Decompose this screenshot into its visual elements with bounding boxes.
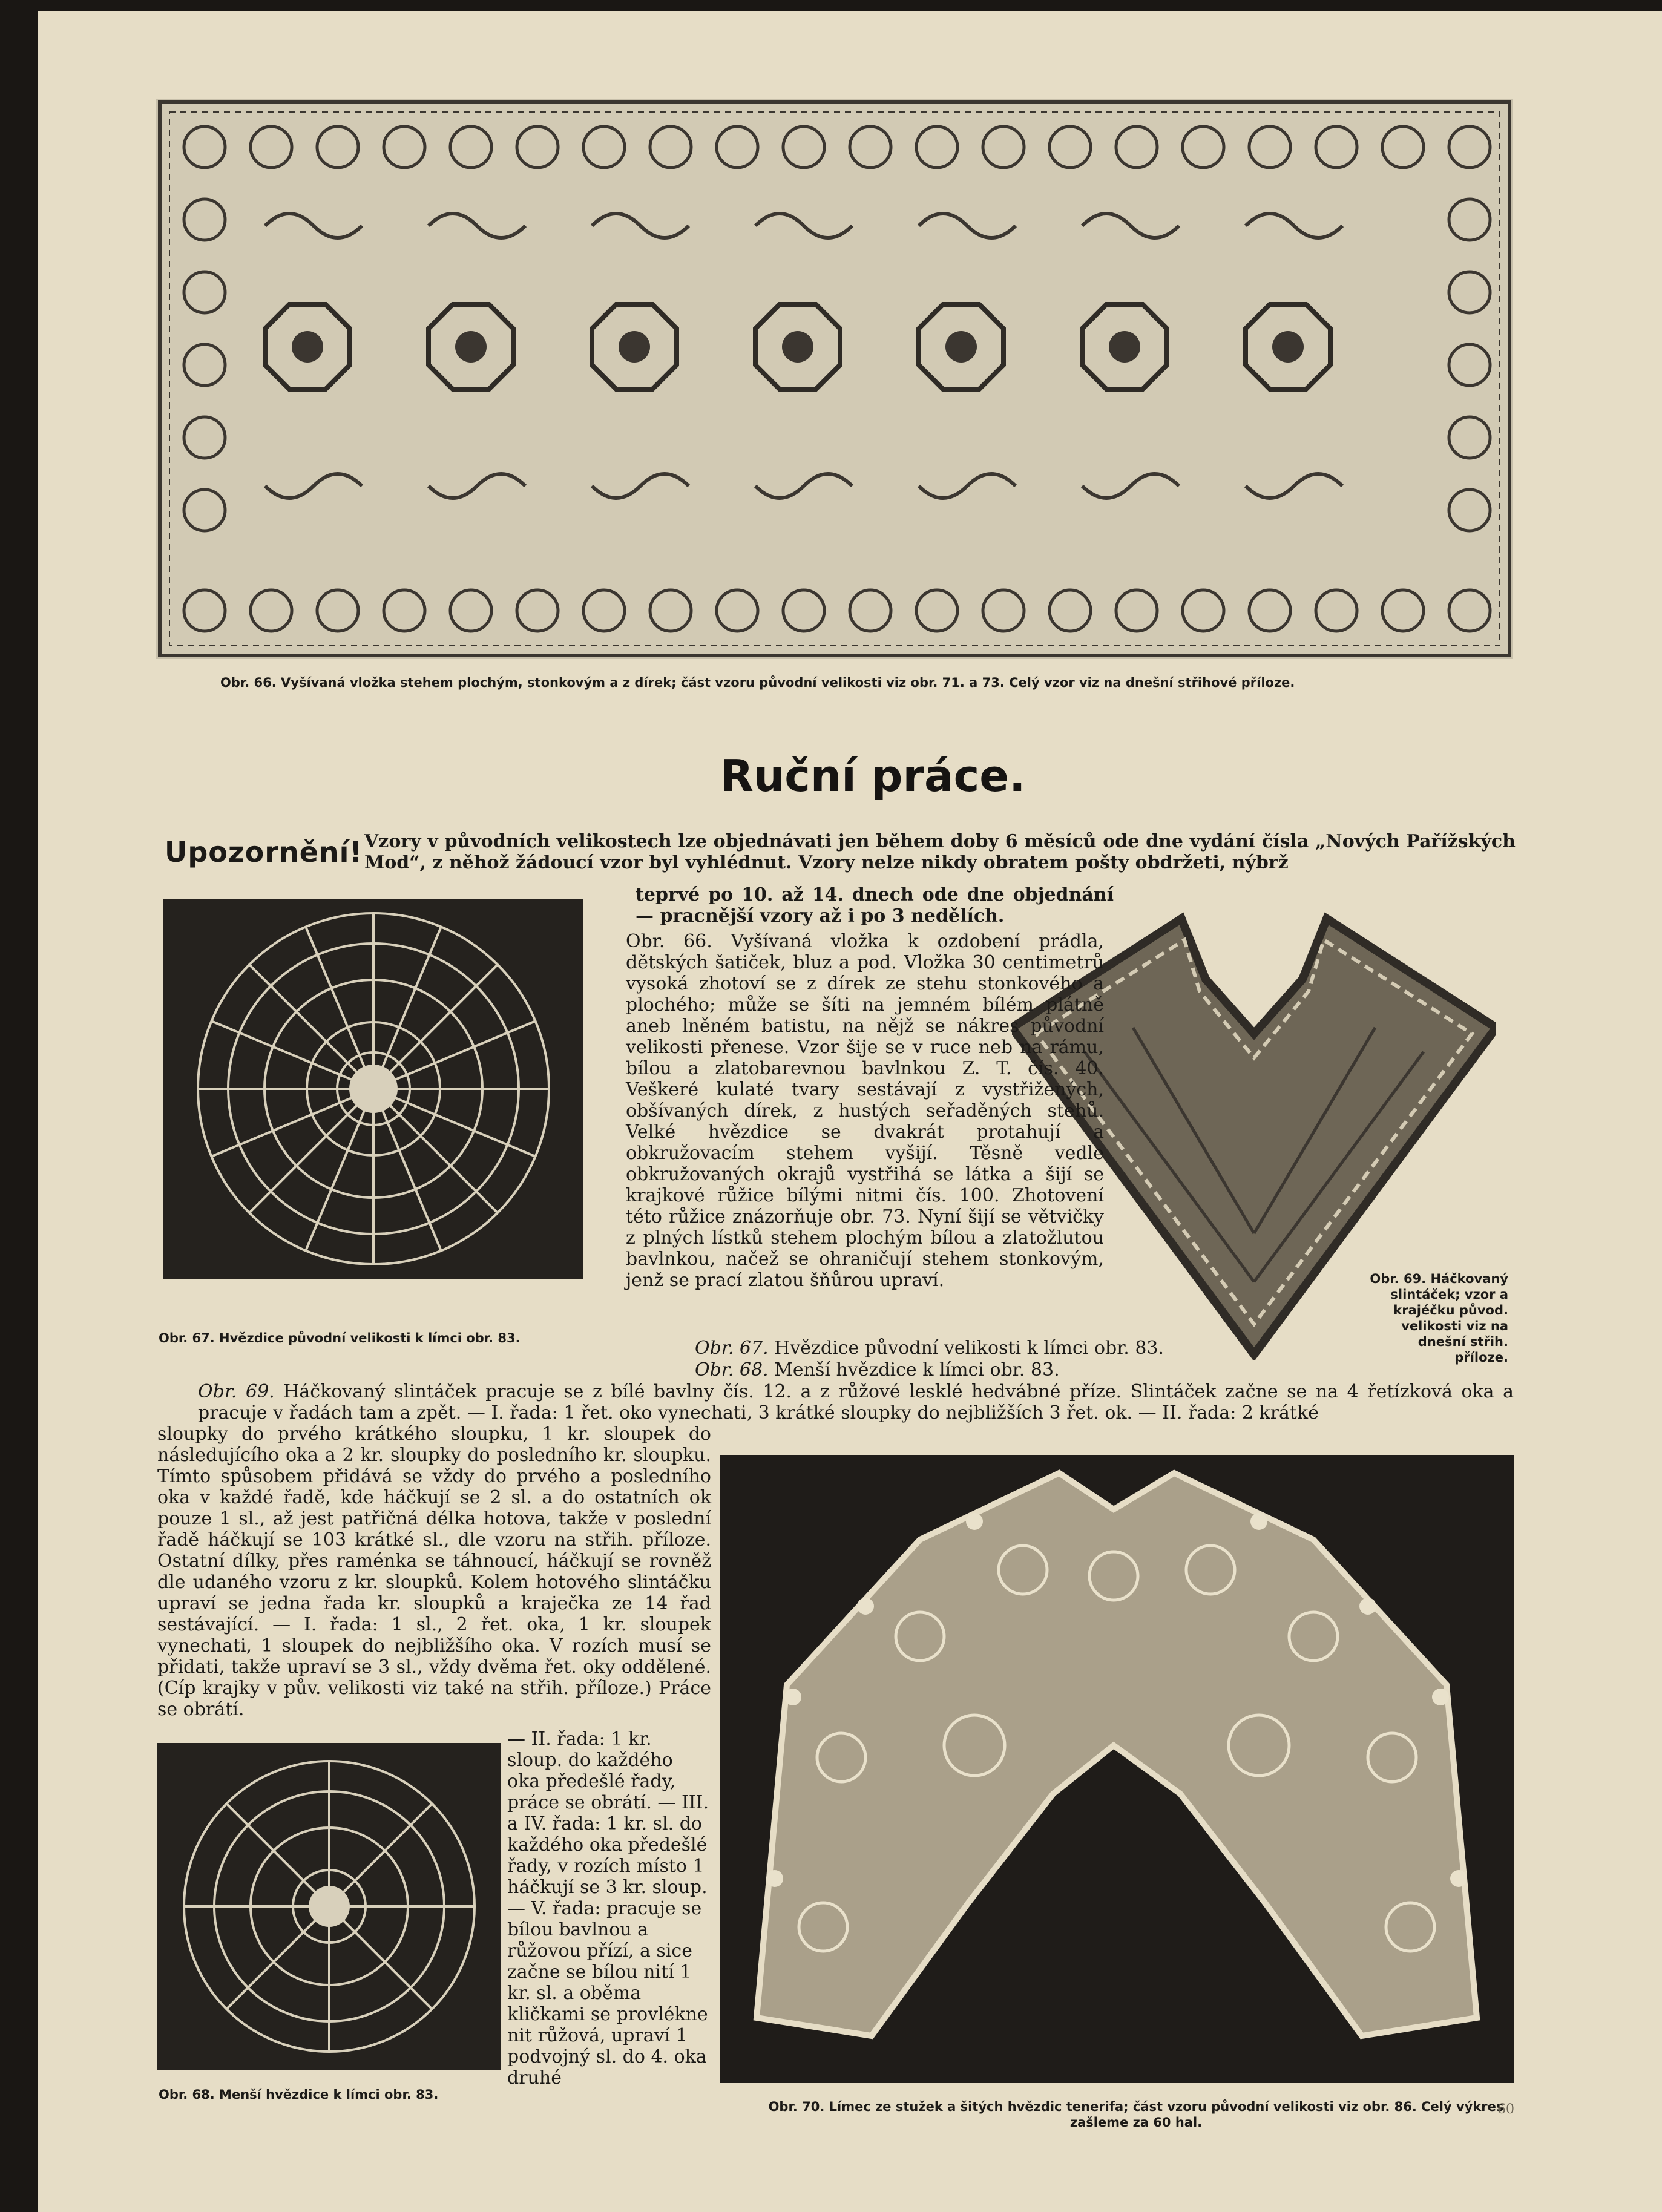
page-title: Ruční práce. — [720, 750, 1026, 801]
article-text-fig69 — [198, 1381, 1514, 1423]
ref-label-67: Obr. 67. — [695, 1337, 769, 1359]
figure-68-caption: Obr. 68. Menší hvězdice k límci obr. 83. — [159, 2087, 439, 2102]
figure-67-star — [163, 899, 583, 1279]
magazine-page — [38, 11, 1662, 2212]
figure-68-star — [157, 1743, 501, 2070]
article-text-fig69-cont: sloupky do prvého krátkého sloupku, 1 kr. sloupek do následujícího oka a 2 kr. sloupky do posledního kr. sloupku. Tímto spůsobem přidává se vždy do prvého a posledního oka v každé řadě, kde háčkují se 2 sl. a do ostatních ok pouze 1 sl., až jest patřičná délka hotova, takže v poslední řadě háčkují se 103 krátké sl., dle vzoru na střih. příloze. Ostatní dílky, přes raménka se táhnoucí, háčkují se rovněž dle udaného vzoru z kr. sloupků. Kolem hotového slintáčku upraví se jedna řada kr. sloupků a kraječka ze 14 řad sestávající. — I. řada: 1 sl., 2 řet. oka, 1 kr. sloupek vynechati, 1 sloupek do nejbližšího oka. V rozích musí se přidati, takže upraví se 3 sl., vždy dvěma řet. oky oddělené. (Cíp krajky v pův. velikosti viz také na střih. příloze.) Práce se obrátí. — [157, 1423, 711, 1720]
ref-text-69: Háčkovaný slintáček pracuje se z bílé bavlny čís. 12. a z růžové lesklé hedvábné příze. Slintáček začne se na 4 řetízková oka a pracuje v řadách tam a zpět. — I. řada: 1 řet. oko vynechati, 3 krátké sloupky do nejbližších 3 řet. ok. — II. řada: 2 krátké — [198, 1381, 1514, 1423]
article-ref-68 — [695, 1359, 1215, 1380]
notice-heading: Upozornění! — [165, 836, 363, 868]
ref-label-69: Obr. 69. — [198, 1381, 275, 1402]
figure-70-collar — [720, 1455, 1514, 2083]
notice-text-cont: teprvé po 10. až 14. dnech ode dne objednání — pracnější vzory až i po 3 nedělích. — [636, 884, 1114, 927]
ref-text-67: Hvězdice původní velikosti k límci obr. 83. — [774, 1337, 1164, 1359]
figure-66-embroidery — [156, 99, 1513, 659]
ref-text-68: Menší hvězdice k límci obr. 83. — [774, 1359, 1060, 1380]
lace-collar-illustration — [720, 1455, 1514, 2083]
embroidery-pattern-illustration — [156, 99, 1513, 659]
article-ref-67 — [695, 1337, 1215, 1359]
small-star-lace-illustration — [157, 1743, 501, 2070]
figure-70-caption: Obr. 70. Límec ze stužek a šitých hvězdic tenerifa; část vzoru původní velikosti viz obr. 86. Celý výkres zašleme za 60 hal. — [768, 2099, 1504, 2130]
figure-66-caption: Obr. 66. Vyšívaná vložka stehem plochým, stonkovým a z dírek; část vzoru původní velikosti viz obr. 71. a 73. Celý vzor viz na dnešní střihové příloze. — [220, 675, 1295, 690]
figure-69-caption: Obr. 69. Háčkovaný slintáček; vzor a krajéčku původ. velikosti viz na dnešní střih. příloze. — [1370, 1272, 1508, 1365]
figure-67-caption: Obr. 67. Hvězdice původní velikosti k límci obr. 83. — [159, 1331, 521, 1345]
article-text-narrow: — II. řada: 1 kr. sloup. do každého oka předešlé řady, práce se obrátí. — III. a IV. řada: 1 kr. sl. do každého oka předešlé řady, v rozích místo 1 háčkují se 3 kr. sloup. — V. řada: pracuje se bílou bavlnou a růžovou přízí, a sice začne se bílou nití 1 kr. sl. a oběma kličkami se provlékne nit růžová, upraví 1 podvojný sl. do 4. oka druhé — [507, 1728, 709, 2089]
page-number: 60 — [1497, 2102, 1514, 2117]
article-text-fig66: Obr. 66. Vyšívaná vložka k ozdobení prádla, dětských šatiček, bluz a pod. Vložka 30 centimetrů vysoká zhotoví se z dírek ze stehu stonkového a plochého; může se šíti na jemném bílém plátně aneb lněném batistu, na nějž se nákres původní velikosti přenese. Vzor šije se v ruce neb na rámu, bílou a zlatobarevnou bavlnkou Z. T. čís. 40. Veškeré kulaté tvary sestávají z vystřižených, obšívaných dírek, z hustých seřaděných stehů. Velké hvězdice se dvakrát protahují a obkružovacím stehem vyšijí. Těsně vedle obkružovaných okrajů vystřihá se látka a šijí se krajkové růžice bílými nitmi čís. 100. Zhotovení této růžice znázorňuje obr. 73. Nyní šijí se větvičky z plných lístků stehem plochým bílou a zlatožlutou bavlnkou, načež se ohraničují stehem stonkovým, jenž se prací zlatou šňůrou upraví. — [626, 931, 1104, 1291]
ref-label-68: Obr. 68. — [695, 1359, 769, 1380]
star-lace-illustration — [163, 899, 583, 1279]
notice-text: Vzory v původních velikostech lze objednávati jen během doby 6 měsíců ode dne vydání čísla „Nových Pařížských Mod“, z něhož žádoucí vzor byl vyhlédnut. Vzory nelze nikdy obratem pošty obdržeti, nýbrž — [364, 831, 1516, 873]
